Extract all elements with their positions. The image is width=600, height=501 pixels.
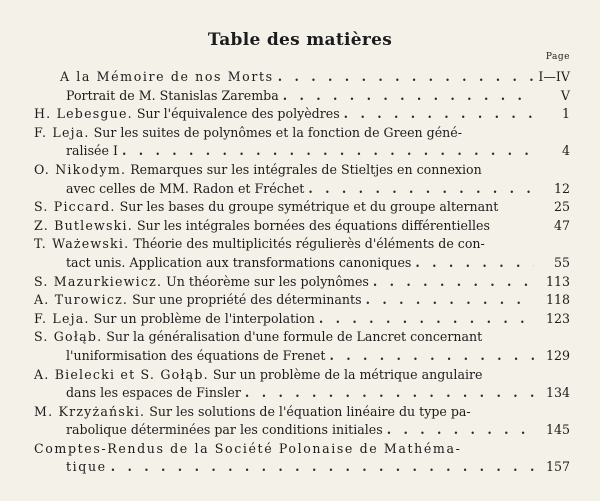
toc-entry-line (0, 105, 600, 124)
toc-title-text: Un théorème sur les polynômes (162, 273, 369, 289)
toc-entry (0, 310, 600, 329)
toc-page-number: 1 (561, 106, 570, 122)
toc-entry (0, 124, 600, 161)
toc-page-number: 113 (545, 273, 570, 289)
toc-entry (0, 235, 600, 272)
toc-entry-line (0, 291, 600, 310)
toc-entry-line (0, 384, 600, 403)
toc-page-number: 134 (545, 385, 570, 401)
toc-title-text: Portrait de M. Stanislas Zaremba (66, 87, 279, 103)
toc-entry-line (0, 403, 600, 422)
toc-page-number: 47 (553, 217, 570, 233)
toc-entry (0, 366, 600, 403)
toc-author: Z. Butlewski. (34, 217, 133, 233)
dot-leader (278, 68, 534, 87)
toc-entry-line (0, 421, 600, 440)
dot-leader (344, 105, 534, 124)
toc-entry-line (0, 273, 600, 292)
toc-entry (0, 217, 600, 236)
toc-entry (0, 161, 600, 198)
dot-leader (415, 254, 534, 273)
toc-page-number: 123 (545, 310, 570, 326)
toc-page-number: 55 (553, 254, 570, 270)
toc-author: A. Bielecki et S. Gołąb. (34, 366, 209, 382)
toc-entry (0, 440, 600, 477)
toc-entry-line (0, 217, 600, 236)
toc-entry-line (0, 198, 600, 217)
toc-title-text: Sur les solutions de l'équation linéaire du type pa- (145, 403, 471, 419)
toc-title-text: avec celles de MM. Radon et Fréchet (66, 180, 305, 196)
toc-title-text: Théorie des multiplicités régulierès d'éléments de con- (129, 236, 485, 252)
toc-page-number: 118 (545, 292, 570, 308)
toc-page-number: 157 (545, 459, 570, 475)
toc-title-text: Comptes-Rendus de la Société Polonaise de Mathéma- (34, 440, 462, 456)
toc-title-text: Sur les intégrales bornées des équations différentielles (132, 217, 490, 233)
toc-title-text: tique (66, 459, 107, 475)
toc-title-text: rabolique déterminées par les conditions initiales (66, 422, 383, 438)
dot-leader (319, 310, 534, 329)
toc-entry-line (0, 124, 600, 143)
toc-author: M. Krzyżański. (34, 403, 146, 419)
toc-page-number: 25 (553, 199, 570, 215)
dot-leader (329, 347, 534, 366)
dot-leader (111, 458, 534, 477)
toc-entry-line (0, 235, 600, 254)
toc-entry-line (0, 347, 600, 366)
toc-page-number: 129 (545, 347, 570, 363)
toc-title-text: Sur la généralisation d'une formule de Lancret concernant (102, 329, 483, 345)
toc-title-text: Sur un problème de l'interpolation (89, 310, 315, 326)
toc-page-number: V (560, 87, 570, 103)
dot-leader (122, 142, 534, 161)
toc-entry-line (0, 254, 600, 273)
toc-entry (0, 198, 600, 217)
toc-entry (0, 291, 600, 310)
toc-entry (0, 273, 600, 292)
toc-entry-line (0, 440, 600, 459)
toc-entry-line (0, 366, 600, 385)
toc-author: F. Leja. (34, 124, 90, 140)
toc-author: S. Mazurkiewicz. (34, 273, 163, 289)
toc-entry (0, 87, 600, 106)
toc-title-text: Sur les bases du groupe symétrique et du groupe alternant (115, 199, 499, 215)
toc-author: A. Turowicz. (34, 292, 129, 308)
dot-leader (308, 180, 534, 199)
toc-title-text: A la Mémoire de nos Morts (60, 69, 274, 84)
dot-leader (366, 291, 534, 310)
toc-page-number: 145 (545, 422, 570, 438)
toc-author: S. Gołąb. (34, 329, 103, 345)
toc-title-text: Sur un problème de la métrique angulaire (208, 366, 483, 382)
toc-author: F. Leja. (34, 310, 90, 326)
toc-author: S. Piccard. (34, 199, 116, 215)
toc-page-number: 4 (561, 143, 570, 159)
toc-entry (0, 68, 600, 87)
toc-page-number: 12 (553, 180, 570, 196)
toc-entry-line (0, 310, 600, 329)
dot-leader (283, 87, 534, 106)
toc-title-text: ralisée I (66, 143, 118, 159)
toc-entry-line (0, 142, 600, 161)
toc-entry-line (0, 87, 600, 106)
toc-title-text: tact unis. Application aux transformations canoniques (66, 254, 412, 270)
page-column-label: Page (545, 52, 570, 62)
toc-entry-line (0, 328, 600, 347)
toc-author: T. Ważewski. (34, 236, 130, 252)
toc-entry-line (0, 180, 600, 199)
toc-title-text: Sur les suites de polynômes et la fonction de Green géné- (89, 124, 462, 140)
toc-page-number: I—IV (538, 69, 570, 84)
toc-title-text: l'uniformisation des équations de Frenet (66, 347, 326, 363)
dot-leader (245, 384, 534, 403)
toc-entry (0, 105, 600, 124)
toc-title-text: Remarques sur les intégrales de Stieltjes en connexion (126, 161, 482, 177)
toc-entry (0, 403, 600, 440)
dot-leader (387, 421, 534, 440)
toc-entry-line (0, 68, 600, 87)
toc-author: H. Lebesgue. (34, 106, 133, 122)
dot-leader (373, 273, 534, 292)
page-title: Table des matières (207, 30, 393, 50)
toc-entry (0, 328, 600, 365)
toc-title-text: Sur une propriété des déterminants (128, 292, 362, 308)
toc-title-text: dans les espaces de Finsler (66, 385, 241, 401)
toc-entry-line (0, 458, 600, 477)
toc-list (0, 68, 600, 477)
toc-author: O. Nikodym. (34, 161, 127, 177)
toc-entry-line (0, 161, 600, 180)
toc-title-text: Sur l'équivalence des polyèdres (132, 106, 340, 122)
